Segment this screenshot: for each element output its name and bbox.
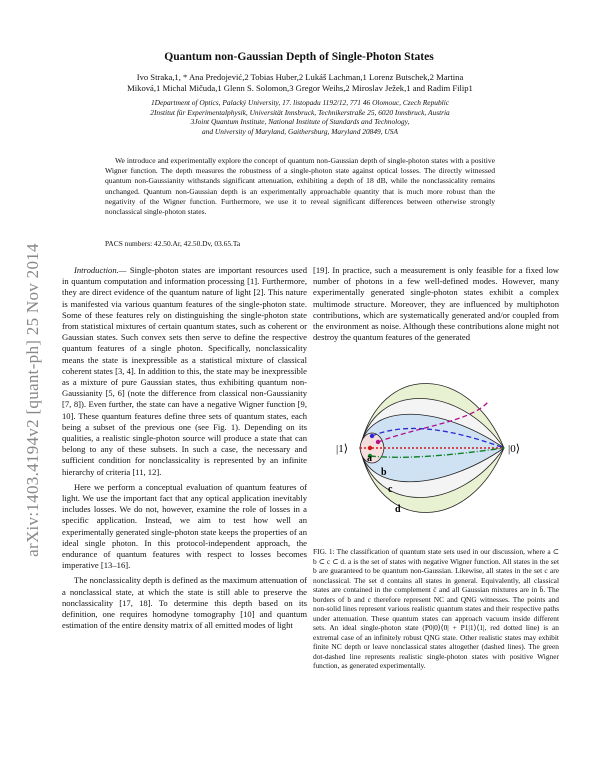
affiliation: 3Joint Quantum Institute, National Institute of Standards and Technology,	[190, 117, 410, 127]
pacs-numbers: PACS numbers: 42.50.Ar, 42.50.Dv, 03.65.Ta	[105, 239, 241, 248]
arxiv-id: arXiv:1403.4194v2 [quant-ph] 25 Nov 2014	[23, 243, 42, 557]
affiliation: and University of Maryland, Gaithersburg, Maryland 20849, USA	[202, 126, 398, 136]
blue-state-point	[370, 434, 374, 438]
affiliation: 2Institut für Experimentalphysik, Universität Innsbruck, Technikerstraße 25, 6020 Innsbruck, Austria	[150, 107, 450, 117]
state-set-diagram	[320, 362, 546, 534]
affiliation-list	[70, 98, 530, 136]
arxiv-stamp	[18, 210, 48, 590]
set-c-label: c	[388, 484, 393, 495]
figure-1	[320, 362, 546, 534]
paragraph	[62, 265, 307, 478]
affiliation: 1Department of Optics, Palacký University, 17. listopadu 1192/12, 771 46 Olomouc, Czech Republic	[150, 98, 450, 107]
author-line: Ivo Straka,1, * Ana Predojević,2 Tobias Huber,2 Lukáš Lachman,1 Lorenz Butschek,2 Martina	[136, 72, 464, 82]
right-column	[313, 265, 559, 343]
section-heading: Introduction.—	[74, 265, 127, 275]
left-column	[62, 265, 307, 632]
author-list	[70, 72, 530, 94]
figure-caption: FIG. 1: The classification of quantum state sets used in our discussion, where a ⊂ b ⊂ c ⊂ d. a is the set of states with negative Wigner function. All states in the set b are guaranteed to be quantum non-Gaussian. Likewise, all states in the set c are nonclassical. The set d contains all states in general. Equivalently, all classical states are contained in the complement c̄ and all Gaussian mixtures are in b̄. The borders of b and c therefore represent NC and QNG witnesses. The points and non-solid lines represent various realistic quantum states and their respective paths under attenuation. These quantum states can approach vacuum inside different sets. An ideal single-photon state (P0|0⟩⟨0| + P1|1⟩⟨1|, red dotted line) is an extremal case of an infinitely robust QNG state. Other realistic states may exhibit finite NC depth or leave nonclassical states altogether (dashed lines). The green dot-dashed line represents realistic single-photon states with positive Wigner function, as generated experimentally.	[313, 547, 559, 670]
paragraph: [19]. In practice, such a measurement is only feasible for a fixed low number of photons in a few well-defined modes. However, many experimentally generated single-photon states exhibit a complex multimode structure. Moreover, they are influenced by multiphoton contributions, which are systematically generated and/or coupled from the environment as noise. Although these contributions alone might not destroy the quantum features of the generated	[313, 265, 559, 343]
paragraph: Here we perform a conceptual evaluation of quantum features of light. We use the important fact that any optical application inevitably includes losses. We do not, however, examine the role of losses in a specific application. Instead, we aim to test how well an experimentally generated single-photon state keeps the properties of an ideal single photon. In this protocol-independent approach, the endurance of quantum features with respect to losses becomes imperative [13–16].	[62, 481, 307, 571]
paragraph-text: Single-photon states are important resources used in quantum computation and information processing [1]. Furthermore, they are direct evidence of the quantum nature of light [2]. This nature is manifested via various quantum features of the single-photon state. Some of these features rely on distinguishing the single-photon state from statistical mixtures of certain quantum states, such as coherent or Gaussian states. Such convex sets then serve to define the respective quantum features of a single photon. Specifically, nonclassicality means the state is inexpressible as a statistical mixture of classical coherent states [3, 4]. In addition to this, the state may be inexpressible as a mixture of pure Gaussian states, thus exhibiting quantum non-Gaussianity [5, 6] (note the difference from classical non-Gaussianity [7, 8]). Even further, the state can have a negative Wigner function [9, 10]. These quantum features define three sets of quantum states, each being a subset of the previous one (see Fig. 1). Depending on its qualities, a realistic single-photon source will produce a state that can belong to any of these subsets. In such a case, the necessary and sufficient condition for nonclassicality is represented by an infinite hierarchy of criteria [11, 12].	[62, 265, 307, 477]
author-line: Miková,1 Michal Mičuda,1 Glenn S. Solomon,3 Gregor Weihs,2 Miroslav Ježek,1 and Radim Filip1	[127, 83, 473, 93]
paper-title: Quantum non-Gaussian Depth of Single-Photon States	[164, 50, 434, 63]
set-d-label: d	[395, 504, 401, 515]
abstract: We introduce and experimentally explore the concept of quantum non-Gaussian depth of single-photon states with a positive Wigner function. The depth measures the robustness of a single-photon state against optical losses. The directly witnessed quantum non-Gaussianity withstands significant attenuation, exhibiting a depth of 18 dB, while the nonclassicality remains unchanged. Quantum non-Gaussian depth is an experimentally approachable quantity that is much more robust than the negativity of the Wigner function. Furthermore, we use it to reveal significant differences between otherwise strongly nonclassical single-photon states.	[105, 156, 495, 217]
red-state-point	[368, 446, 372, 450]
state-zero-label: |0⟩	[508, 443, 520, 455]
magenta-state-point	[376, 440, 380, 444]
paragraph: The nonclassicality depth is defined as the maximum attenuation of a nonclassical state, at which the state is still able to preserve the nonclassicality [17, 18]. To determine this depth based on its definition, one requires homodyne tomography [10] and quantum estimation of the entire density matrix of all emitted modes of light	[62, 575, 307, 631]
state-one-label: |1⟩	[336, 443, 348, 455]
set-a-label: a	[367, 453, 372, 464]
set-b-label: b	[381, 467, 387, 478]
